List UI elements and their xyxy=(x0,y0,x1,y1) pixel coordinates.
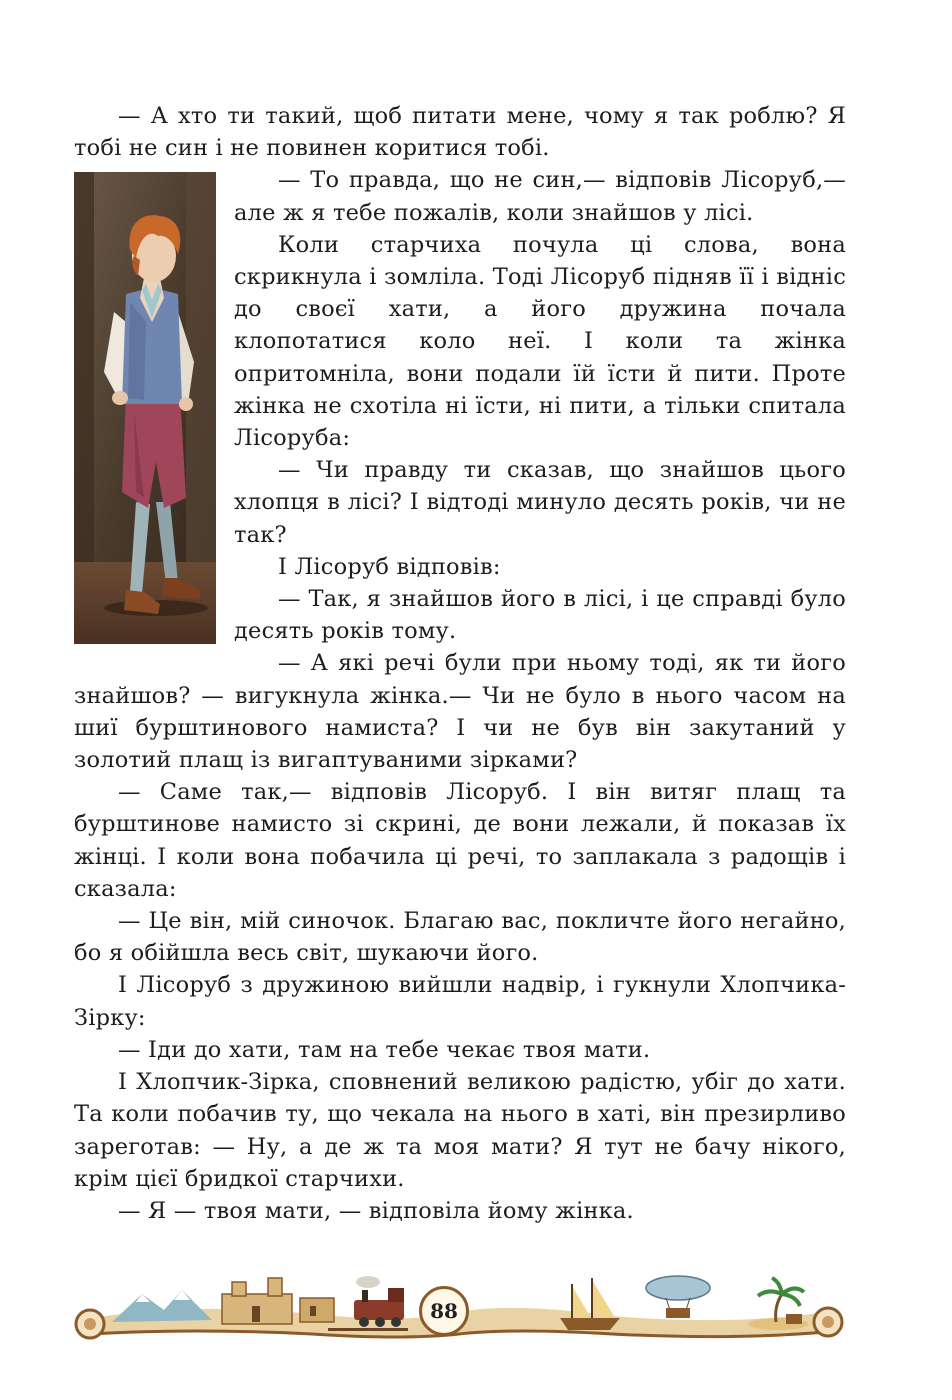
page-text xyxy=(74,100,846,1227)
paragraph-6: — Так, я знайшов його в лісі, і це справді було десять років тому. xyxy=(234,586,846,645)
paragraph-5: І Лісоруб відповів: xyxy=(278,553,501,580)
page-number: 88 xyxy=(419,1286,469,1336)
castle-icon xyxy=(222,1278,334,1324)
mountains-icon xyxy=(112,1290,212,1322)
paragraph-13: — Я — твоя мати, — відповіла йому жінка. xyxy=(118,1197,634,1224)
boy-illustration xyxy=(74,172,216,644)
palm-island-icon xyxy=(748,1278,808,1330)
ship-icon xyxy=(560,1278,620,1330)
paragraph-7: — А які речі були при ньому тоді, як ти його знайшов? — вигукнула жінка.— Чи не було в нього часом на шиї бурштинового намиста? І чи не був він закутаний у золотий плащ із вигаптуваними зірками? xyxy=(74,650,846,774)
paragraph-12: І Хлопчик-Зірка, сповнений великою радістю, убіг до хати. Та коли побачив ту, що чекала на нього в хаті, він презирливо зареготав: — Ну, а де ж та моя мати? Я тут не бачу нікого, крім цієї бридкої старчихи. xyxy=(74,1069,846,1192)
paragraph-2: — То правда, що не син,— відповів Лісоруб,— але ж я тебе пожалів, коли знайшов у лісі. xyxy=(234,167,846,226)
paragraph-1: — А хто ти такий, щоб питати мене, чому я так роблю? Я тобі не син і не повинен коритися тобі. xyxy=(74,103,846,162)
footer-decoration xyxy=(72,1272,846,1346)
airship-icon xyxy=(646,1276,710,1318)
paragraph-10: І Лісоруб з дружиною вийшли надвір, і гукнули Хлопчика-Зірку: xyxy=(74,972,846,1031)
paragraph-8: — Саме так,— відповів Лісоруб. І він витяг плащ та бурштинове намисто зі скрині, де вони лежали, й показав їх жінці. І коли вона побачила ці речі, то заплакала з радощів і сказала: xyxy=(74,779,846,902)
paragraph-9: — Це він, мій синочок. Благаю вас, покличте його негайно, бо я обійшла весь світ, шукаючи його. xyxy=(74,908,846,967)
boy-in-vest-image xyxy=(74,172,216,644)
paragraph-11: — Іди до хати, там на тебе чекає твоя мати. xyxy=(118,1036,651,1063)
paragraph-3: Коли старчиха почула ці слова, вона скрикнула і зомліла. Тоді Лісоруб підняв її і відніс до своєї хати, а його дружина почала клопотатися коло неї. І коли та жінка опритомніла, вони подали їй їсти й пити. Проте жінка не схотіла ні їсти, ні пити, а тільки спитала Лісоруба: xyxy=(234,231,846,452)
paragraph-4: — Чи правду ти сказав, що знайшов цього хлопця в лісі? І відтоді минуло десять років, чи не так? xyxy=(234,457,846,548)
